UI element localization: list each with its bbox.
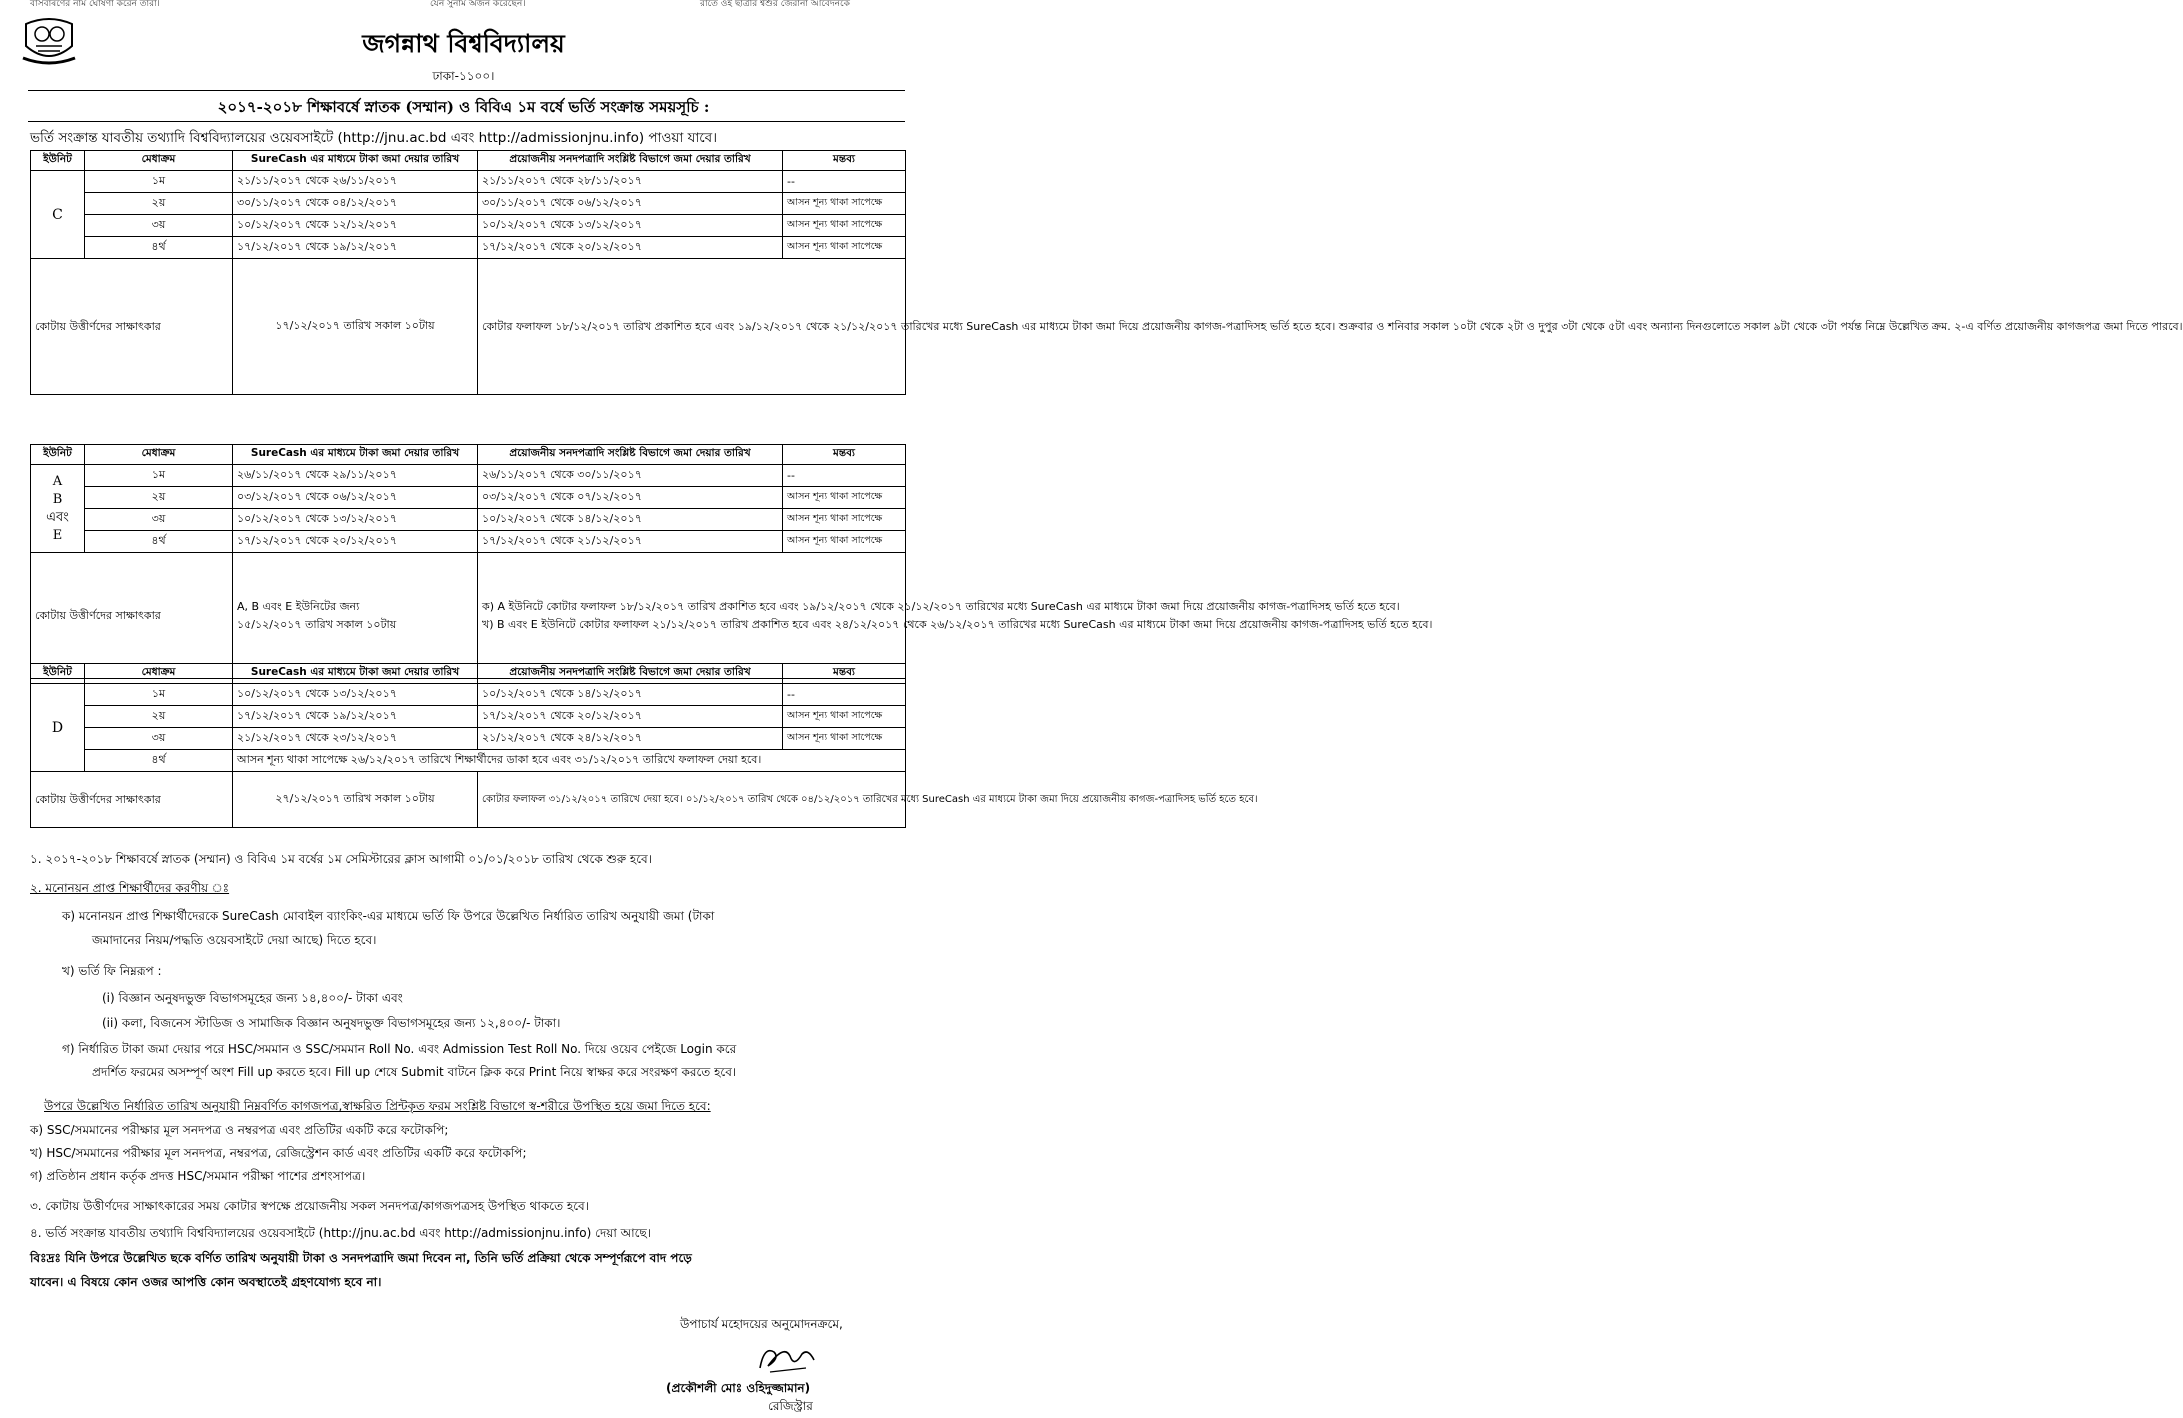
pay-cell: ১৭/১২/২০১৭ থেকে ২০/১২/২০১৭ <box>233 531 478 553</box>
registrar-name: (প্রকৌশলী মোঃ ওহিদুজ্জামান) <box>666 1381 811 1395</box>
col-docs: প্রয়োজনীয় সনদপত্রাদি সংশ্লিষ্ট বিভাগে জমা দেয়ার তারিখ <box>478 151 783 171</box>
quota-row <box>31 553 906 679</box>
rank-cell: ৪র্থ <box>85 531 233 553</box>
quota-row <box>31 259 906 395</box>
docs-cell: ৩০/১১/২০১৭ থেকে ০৬/১২/২০১৭ <box>478 193 783 215</box>
remark-cell: আসন শূন্য থাকা সাপেক্ষে <box>783 215 906 237</box>
unit-line: A <box>52 473 63 489</box>
note-2: ২. মনোনয়ন প্রাপ্ত শিক্ষার্থীদের করণীয় ঃ <box>30 881 230 895</box>
docs-heading: উপরে উল্লেখিত নির্ধারিত তারিখ অনুযায়ী নিম্নবর্ণিত কাগজপত্র,স্বাক্ষরিত প্রিন্টকৃত ফরম সংশ্লিষ্ট বিভাগে স্ব-শরীরে উপস্থিত হয়ে জমা দিতে হবে: <box>44 1099 711 1113</box>
quota-time <box>233 553 478 679</box>
table-header <box>31 151 906 171</box>
divider <box>28 121 905 122</box>
col-rank: মেধাক্রম <box>85 151 233 171</box>
table-row <box>31 237 906 259</box>
quota-note: কোটার ফলাফল ৩১/১২/২০১৭ তারিখে দেয়া হবে। ০১/১২/২০১৭ তারিখ থেকে ০৪/১২/২০১৭ তারিখের মধ্যে SureCash এর মাধ্যমে টাকা জমা দিয়ে প্রয়োজনীয় কাগজ-পত্রাদিসহ ভর্তি হতে হবে। <box>478 772 906 828</box>
rank-cell: ৪র্থ <box>85 750 233 772</box>
quota-label: কোটায় উত্তীর্ণদের সাক্ষাৎকার <box>31 553 233 679</box>
col-pay: SureCash এর মাধ্যমে টাকা জমা দেয়ার তারিখ <box>233 664 478 684</box>
table-row <box>31 509 906 531</box>
quota-label: কোটায় উত্তীর্ণদের সাক্ষাৎকার <box>31 259 233 395</box>
remark-cell: -- <box>783 684 906 706</box>
remark-cell: আসন শূন্য থাকা সাপেক্ষে <box>783 509 906 531</box>
note-1: ১. ২০১৭-২০১৮ শিক্ষাবর্ষে স্নাতক (সম্মান) ও বিবিএ ১ম বর্ষের ১ম সেমিস্টারের ক্লাস আগামী ০১/০১/২০১৮ তারিখ থেকে শুরু হবে। <box>30 852 652 866</box>
col-remark: মন্তব্য <box>783 445 906 465</box>
table-row <box>31 706 906 728</box>
pay-cell: ১৭/১২/২০১৭ থেকে ১৯/১২/২০১৭ <box>233 706 478 728</box>
docs-cell: ১০/১২/২০১৭ থেকে ১৩/১২/২০১৭ <box>478 215 783 237</box>
table-row <box>31 531 906 553</box>
rank-cell: ৩য় <box>85 509 233 531</box>
divider <box>28 90 905 91</box>
remark-cell: আসন শূন্য থাকা সাপেক্ষে <box>783 487 906 509</box>
handwritten-signature-icon <box>750 1338 820 1378</box>
pay-cell: ১০/১২/২০১৭ থেকে ১৩/১২/২০১৭ <box>233 509 478 531</box>
note-3: ৩. কোটায় উত্তীর্ণদের সাক্ষাৎকারের সময় কোটার স্বপক্ষে প্রয়োজনীয় সকল সনদপত্র/কাগজপত্রসহ উপস্থিত থাকতে হবে। <box>30 1199 590 1213</box>
pay-cell: ১০/১২/২০১৭ থেকে ১৩/১২/২০১৭ <box>233 684 478 706</box>
top-strip-right: রাতে ওই ছাত্রীর শ্বশুর জেরানা আবেদনকে <box>700 0 850 9</box>
quota-time-line: A, B এবং E ইউনিটের জন্য <box>237 599 360 613</box>
table-row <box>31 171 906 193</box>
doc-1: ক) SSC/সমমানের পরীক্ষার মূল সনদপত্র ও নম্বরপত্র এবং প্রতিটির একটি করে ফটোকপি; <box>30 1123 449 1137</box>
unit-line: B <box>52 491 63 507</box>
col-unit: ইউনিট <box>31 664 85 684</box>
table-row <box>31 728 906 750</box>
schedule-table-d <box>30 663 1258 828</box>
note-2-ga-2: প্রদর্শিত ফরমের অসম্পূর্ণ অংশ Fill up করতে হবে। Fill up শেষে Submit বাটনে ক্লিক করে Print নিয়ে স্বাক্ষর করে সংরক্ষণ করতে হবে। <box>92 1065 737 1079</box>
note-2-ka-2: জমাদানের নিয়ম/পদ্ধতি ওয়েবসাইটে দেয়া আছে) দিতে হবে। <box>92 933 377 947</box>
top-strip-mid: যেন সুনাম অর্জন করেছেন। <box>430 0 526 9</box>
top-strip <box>0 0 927 10</box>
table-header <box>31 445 906 465</box>
doc-3: গ) প্রতিষ্ঠান প্রধান কর্তৃক প্রদত্ত HSC/সমমান পরীক্ষা পাশের প্রশংসাপত্র। <box>30 1169 366 1183</box>
table-row <box>31 487 906 509</box>
pay-cell: ২১/১১/২০১৭ থেকে ২৬/১১/২০১৭ <box>233 171 478 193</box>
col-rank: মেধাক্রম <box>85 445 233 465</box>
notice-title: ২০১৭-২০১৮ শিক্ষাবর্ষে স্নাতক (সম্মান) ও বিবিএ ১ম বর্ষে ভর্তি সংক্রান্ত সময়সূচি : <box>217 98 710 116</box>
rank-cell: ১ম <box>85 465 233 487</box>
rank-cell: ২য় <box>85 193 233 215</box>
quota-time: ১৭/১২/২০১৭ তারিখ সকাল ১০টায় <box>233 259 478 395</box>
table-row <box>31 193 906 215</box>
table-row <box>31 215 906 237</box>
pay-cell: ২৬/১১/২০১৭ থেকে ২৯/১১/২০১৭ <box>233 465 478 487</box>
col-unit: ইউনিট <box>31 445 85 465</box>
pay-cell: ০৩/১২/২০১৭ থেকে ০৬/১২/২০১৭ <box>233 487 478 509</box>
docs-cell: ১৭/১২/২০১৭ থেকে ২১/১২/২০১৭ <box>478 531 783 553</box>
note-4: ৪. ভর্তি সংক্রান্ত যাবতীয় তথ্যাদি বিশ্ববিদ্যালয়ের ওয়েবসাইটে (http://jnu.ac.bd এবং http://admissionjnu.info) দেয়া আছে। <box>30 1226 652 1240</box>
note-2-ka-1: ক) মনোনয়ন প্রাপ্ত শিক্ষার্থীদেরকে SureCash মোবাইল ব্যাংকিং-এর মাধ্যমে ভর্তি ফি উপরে উল্লেখিত নির্ধারিত তারিখ অনুযায়ী জমা (টাকা <box>62 909 715 923</box>
table-row <box>31 465 906 487</box>
docs-cell: ১৭/১২/২০১৭ থেকে ২০/১২/২০১৭ <box>478 237 783 259</box>
unit-line: E <box>52 527 63 543</box>
unit-cell <box>31 465 85 553</box>
col-remark: মন্তব্য <box>783 151 906 171</box>
quota-label: কোটায় উত্তীর্ণদের সাক্ষাৎকার <box>31 772 233 828</box>
schedule-table-c <box>30 150 2183 395</box>
rank-cell: ৩য় <box>85 728 233 750</box>
rank-cell: ২য় <box>85 706 233 728</box>
rank-cell: ১ম <box>85 171 233 193</box>
col-docs: প্রয়োজনীয় সনদপত্রাদি সংশ্লিষ্ট বিভাগে জমা দেয়ার তারিখ <box>478 445 783 465</box>
city: ঢাকা-১১০০। <box>432 69 495 83</box>
website-note: ভর্তি সংক্রান্ত যাবতীয় তথ্যাদি বিশ্ববিদ্যালয়ের ওয়েবসাইটে (http://jnu.ac.bd এবং http://admissionjnu.info) পাওয়া যাবে। <box>30 130 718 146</box>
remark-cell: -- <box>783 465 906 487</box>
pay-cell: ২১/১২/২০১৭ থেকে ২৩/১২/২০১৭ <box>233 728 478 750</box>
remark-cell: আসন শূন্য থাকা সাপেক্ষে <box>783 728 906 750</box>
approval-text: উপাচার্য মহোদয়ের অনুমোদনক্রমে, <box>680 1317 843 1331</box>
registrar-designation: রেজিস্ট্রার <box>768 1399 813 1413</box>
note-2-ga-1: গ) নির্ধারিত টাকা জমা দেয়ার পরে HSC/সমমান ও SSC/সমমান Roll No. এবং Admission Test Roll No. দিয়ে ওয়েব পেইজে Login করে <box>62 1042 737 1056</box>
docs-cell: ২১/১১/২০১৭ থেকে ২৮/১১/২০১৭ <box>478 171 783 193</box>
col-pay: SureCash এর মাধ্যমে টাকা জমা দেয়ার তারিখ <box>233 151 478 171</box>
quota-row <box>31 772 906 828</box>
unit-cell: C <box>31 171 85 259</box>
docs-cell: ১০/১২/২০১৭ থেকে ১৪/১২/২০১৭ <box>478 684 783 706</box>
col-remark: মন্তব্য <box>783 664 906 684</box>
docs-cell: ২৬/১১/২০১৭ থেকে ৩০/১১/২০১৭ <box>478 465 783 487</box>
quota-note: কোটার ফলাফল ১৮/১২/২০১৭ তারিখ প্রকাশিত হবে এবং ১৯/১২/২০১৭ থেকে ২১/১২/২০১৭ তারিখের মধ্যে SureCash এর মাধ্যমে টাকা জমা দিয়ে প্রয়োজনীয় কাগজ-পত্রাদিসহ ভর্তি হতে হবে। শুক্রবার ও শনিবার সকাল ১০টা থেকে ২টা ও দুপুর ৩টা থেকে ৫টা এবং অন্যান্য দিনগুলোতে সকাল ৯টা থেকে ৩টা পর্যন্ত নিম্নে উল্লেখিত ক্রম. ২-এ বর্ণিত প্রয়োজনীয় কাগজপত্র জমা দিতে পারবে। <box>478 259 906 395</box>
unit-line: এবং <box>46 509 69 525</box>
doc-2: খ) HSC/সমমানের পরীক্ষার মূল সনদপত্র, নম্বরপত্র, রেজিস্ট্রেশন কার্ড এবং প্রতিটির একটি করে ফটোকপি; <box>30 1146 527 1160</box>
docs-cell: ১০/১২/২০১৭ থেকে ১৪/১২/২০১৭ <box>478 509 783 531</box>
university-name: জগন্নাথ বিশ্ববিদ্যালয় <box>362 29 565 58</box>
fee-2: (ii) কলা, বিজনেস স্টাডিজ ও সামাজিক বিজ্ঞান অনুষদভুক্ত বিভাগসমূহের জন্য ১২,৪০০/- টাকা। <box>102 1016 561 1030</box>
docs-cell: ০৩/১২/২০১৭ থেকে ০৭/১২/২০১৭ <box>478 487 783 509</box>
quota-note <box>478 553 1433 679</box>
col-unit: ইউনিট <box>31 151 85 171</box>
docs-cell: ২১/১২/২০১৭ থেকে ২৪/১২/২০১৭ <box>478 728 783 750</box>
table-row <box>31 684 906 706</box>
quota-time: ২৭/১২/২০১৭ তারিখ সকাল ১০টায় <box>233 772 478 828</box>
rank4-note: আসন শূন্য থাকা সাপেক্ষে ২৬/১২/২০১৭ তারিখে শিক্ষার্থীদের ডাকা হবে এবং ৩১/১২/২০১৭ তারিখে ফলাফল দেয়া হবে। <box>233 750 906 772</box>
note-2-kha: খ) ভর্তি ফি নিম্নরূপ : <box>62 964 162 978</box>
quota-note-a: ক) A ইউনিটে কোটার ফলাফল ১৮/১২/২০১৭ তারিখ প্রকাশিত হবে এবং ১৯/১২/২০১৭ থেকে ২১/১২/২০১৭ তারিখের মধ্যে SureCash এর মাধ্যমে টাকা জমা দিয়ে প্রয়োজনীয় কাগজ-পত্রাদিসহ ভর্তি হতে হবে। <box>482 599 1400 613</box>
col-pay: SureCash এর মাধ্যমে টাকা জমা দেয়ার তারিখ <box>233 445 478 465</box>
rank-cell: ৪র্থ <box>85 237 233 259</box>
warning-2: যাবেন। এ বিষয়ে কোন ওজর আপত্তি কোন অবস্থাতেই গ্রহণযোগ্য হবে না। <box>30 1275 382 1289</box>
docs-cell: ১৭/১২/২০১৭ থেকে ২০/১২/২০১৭ <box>478 706 783 728</box>
schedule-table-abe <box>30 444 1433 679</box>
table-header <box>31 664 906 684</box>
quota-note-b: খ) B এবং E ইউনিটে কোটার ফলাফল ২১/১২/২০১৭ তারিখ প্রকাশিত হবে এবং ২৪/১২/২০১৭ থেকে ২৬/১২/২০১৭ তারিখের মধ্যে SureCash এর মাধ্যমে টাকা জমা দিয়ে প্রয়োজনীয় কাগজ-পত্রাদিসহ ভর্তি হতে হবে। <box>482 617 1433 631</box>
remark-cell: আসন শূন্য থাকা সাপেক্ষে <box>783 237 906 259</box>
pay-cell: ৩০/১১/২০১৭ থেকে ০৪/১২/২০১৭ <box>233 193 478 215</box>
remark-cell: -- <box>783 171 906 193</box>
fee-1: (i) বিজ্ঞান অনুষদভুক্ত বিভাগসমূহের জন্য ১৪,৪০০/- টাকা এবং <box>102 991 403 1005</box>
top-strip-left: বাসবাৰণের নাম ঘোষণা করেন তাঁরা। <box>30 0 160 9</box>
remark-cell: আসন শূন্য থাকা সাপেক্ষে <box>783 706 906 728</box>
rank-cell: ১ম <box>85 684 233 706</box>
warning-1: বিঃদ্রঃ যিনি উপরে উল্লেখিত ছকে বর্ণিত তারিখ অনুযায়ী টাকা ও সনদপত্রাদি জমা দিবেন না, তিনি ভর্তি প্রক্রিয়া থেকে সম্পূর্ণরূপে বাদ পড়ে <box>30 1251 692 1265</box>
remark-cell: আসন শূন্য থাকা সাপেক্ষে <box>783 193 906 215</box>
table-row <box>31 750 906 772</box>
pay-cell: ১৭/১২/২০১৭ থেকে ১৯/১২/২০১৭ <box>233 237 478 259</box>
unit-cell: D <box>31 684 85 772</box>
rank-cell: ৩য় <box>85 215 233 237</box>
col-docs: প্রয়োজনীয় সনদপত্রাদি সংশ্লিষ্ট বিভাগে জমা দেয়ার তারিখ <box>478 664 783 684</box>
quota-time-line: ১৫/১২/২০১৭ তারিখ সকাল ১০টায় <box>237 617 397 631</box>
rank-cell: ২য় <box>85 487 233 509</box>
col-rank: মেধাক্রম <box>85 664 233 684</box>
pay-cell: ১০/১২/২০১৭ থেকে ১২/১২/২০১৭ <box>233 215 478 237</box>
remark-cell: আসন শূন্য থাকা সাপেক্ষে <box>783 531 906 553</box>
